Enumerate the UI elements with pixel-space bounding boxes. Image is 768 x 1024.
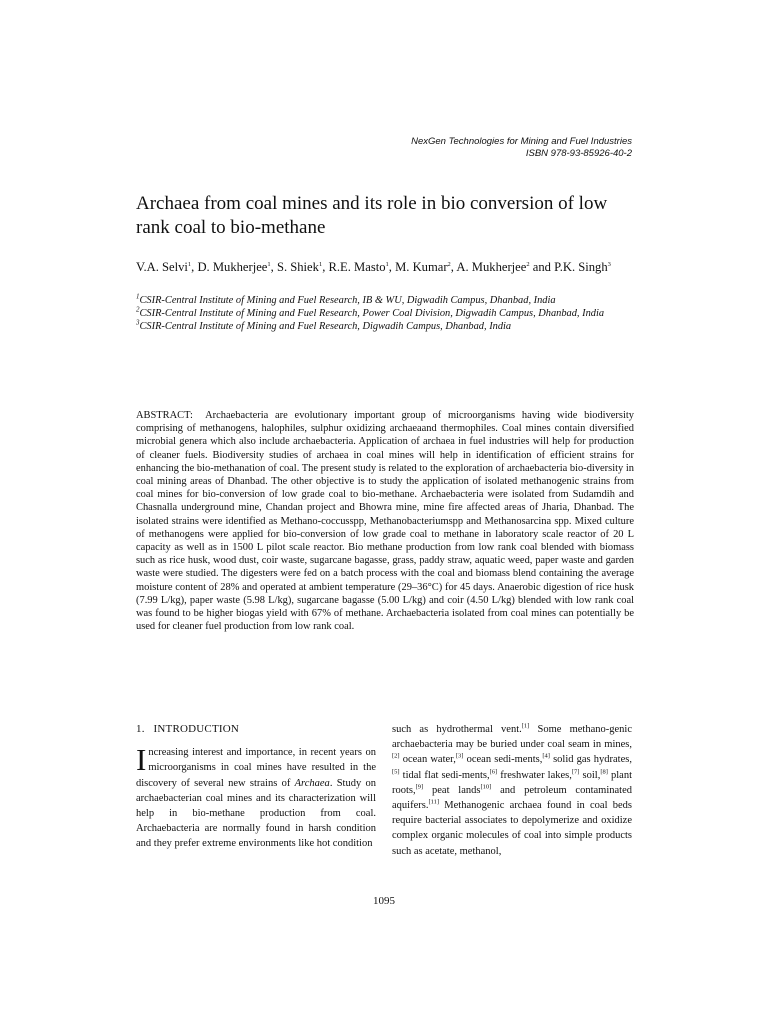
- affiliation: [136, 320, 634, 333]
- intro-right-column: [392, 722, 632, 859]
- page-number: 1095: [373, 895, 395, 907]
- isbn: ISBN 978-93-85926-40-2: [525, 148, 632, 159]
- author-list: V.A. Selvi$^1$, D. Mukherjee$^1$, S. Shiek$^1$, R.E. Masto$^1$, M. Kumar$^2$, A. Mukherjee$^2$ and P.K. Singh$^3$: [136, 260, 611, 274]
- intro-text: solid gas hydrates,: [549, 754, 632, 766]
- intro-text: and petroleum contaminated aquifers.: [392, 784, 632, 812]
- author-affiliation-mark: 3: [607, 260, 611, 268]
- intro-text: freshwater lakes,: [497, 769, 572, 781]
- series-title: NexGen Technologies for Mining and Fuel Industries: [411, 136, 632, 147]
- affiliation-number: 1: [136, 292, 140, 301]
- intro-text: Methanogenic archaea found in coal beds require bacterial associates to depolymerize and oxidize complex organic molecules of coal into simple products such as acetate, methanol,: [392, 800, 632, 857]
- intro-paragraph: [136, 742, 376, 851]
- drop-cap: I: [136, 742, 147, 778]
- author-affiliation-mark: 2: [447, 260, 451, 268]
- intro-left-column: [136, 722, 376, 852]
- affiliation: [136, 307, 634, 320]
- citation-ref: [11]: [428, 798, 440, 806]
- citation-ref: [10]: [480, 783, 492, 791]
- author-name: R.E. Masto: [328, 260, 386, 274]
- affiliation-text: CSIR-Central Institute of Mining and Fuel Research, IB & WU, Digwadih Campus, Dhanbad, India: [139, 295, 556, 306]
- intro-text-2: . Study on archaebacterian coal mines and its characterization will help in bio-methane production from coal. Archaebacteria are normally found in harsh condition and they prefer extreme environments like hot condition: [136, 777, 376, 850]
- section-heading: [136, 722, 376, 737]
- author-affiliation-mark: 1: [385, 260, 389, 268]
- citation-ref: [6]: [489, 768, 498, 776]
- intro-text-1: ncreasing interest and importance, in recent years on microorganisms in coal mines have resulted in the discovery of several new strains of: [136, 747, 376, 789]
- citation-ref: [1]: [521, 722, 530, 730]
- author-name: M. Kumar: [395, 260, 448, 274]
- author-name: D. Mukherjee: [197, 260, 268, 274]
- citation-ref: [7]: [571, 768, 580, 776]
- intro-italic-term: Archaea: [294, 777, 330, 789]
- intro-text: ocean sedi-ments,: [463, 754, 543, 766]
- running-header: [411, 136, 632, 160]
- abstract: [136, 409, 634, 633]
- citation-ref: [3]: [455, 752, 464, 760]
- author-name: S. Shiek: [276, 260, 319, 274]
- author-name: P.K. Singh: [554, 260, 608, 274]
- section-number: 1.: [136, 723, 145, 735]
- section-title: INTRODUCTION: [153, 723, 240, 735]
- intro-text: plant roots,: [392, 769, 632, 796]
- affiliation: [136, 294, 634, 307]
- intro-text: Some methano-genic archaebacteria may be buried under coal seam in mines,: [392, 724, 632, 751]
- affiliation-text: CSIR-Central Institute of Mining and Fuel Research, Power Coal Division, Digwadih Campus, Dhanbad, India: [139, 308, 605, 320]
- author-affiliation-mark: 1: [187, 260, 192, 268]
- affiliation-number: 3: [136, 318, 140, 327]
- citation-ref: [8]: [600, 768, 608, 776]
- paper-title: Archaea from coal mines and its role in bio conversion of low rank coal to bio-methane: [136, 193, 608, 238]
- affiliations: [136, 294, 634, 334]
- intro-text: tidal flat sedi-ments,: [399, 769, 490, 781]
- intro-text: ocean water,: [399, 754, 456, 766]
- intro-text: such as hydrothermal vent.: [392, 724, 522, 735]
- citation-ref: [4]: [542, 752, 550, 760]
- author-name: A. Mukherjee: [456, 260, 527, 274]
- intro-text: soil,: [579, 769, 601, 781]
- author-affiliation-mark: 1: [267, 260, 271, 268]
- author-affiliation-mark: 1: [318, 260, 323, 268]
- author-name: V.A. Selvi: [136, 260, 188, 274]
- citation-ref: [2]: [392, 752, 400, 760]
- author-affiliation-mark: 2: [526, 260, 530, 268]
- abstract-label: ABSTRACT:: [136, 410, 193, 421]
- citation-ref: [9]: [415, 783, 424, 791]
- intro-text: peat lands: [423, 784, 481, 796]
- affiliation-text: CSIR-Central Institute of Mining and Fuel Research, Digwadih Campus, Dhanbad, India: [139, 321, 512, 333]
- abstract-text: Archaebacteria are evolutionary important group of microorganisms having wide biodiversity comprising of methanogens, halophiles, sulphur oxidizing archaeaand thermophiles. Coal mines contain diversified microbial genera which also include archaebacteria. Application of archaea in fuel industries will help for production of cleaner fuels. Biodiversity studies of archaea in coal mines will help in identification of efficient strains for enhancing the bio-methanation of coal. The present study is related to the exploration of archaebacteria bio-diversity in coal mining areas of Dhanbad. The other objective is to study the application of isolated methanogenic strains from coal mines for bio-conversion of low grade coal to bio-methane. Archaebacteria were isolated from Sudamdih and Chasnalla underground mine, Chandan project and Bhowra mine, mine fire affected areas of Jharia, Dhanbad. The isolated strains were identified as Methano-coccusspp, Methanobacteriumspp and Methanosarcina spp. Mixed culture of methanogens were applied for bio-conversion of low grade coal to methane in laboratory scale reactor of 20 L capacity as well as in 1500 L pilot scale reactor. Bio methane production from low rank coal blended with biomass such as rice husk, wood dust, coir waste, sugarcane bagasse, grass, paddy straw, aquatic weed, paper waste and garden waste were studied. The digesters were fed on a batch process with the coal and biomass blend containing the average moisture content of 28% and operated at ambient temperature (29–36°C) for 45 days. Anaerobic digestion of rice husk (7.99 L/kg), paper waste (5.98 L/kg), sugarcane bagasse (5.00 L/kg) and coir (4.50 L/kg) blended with low rank coal was found to be higher biogas yield with 67% of methane. Archaebacteria isolated from coal mines can potentially be used for cleaner fuel production from low rank coal.: [136, 410, 634, 633]
- affiliation-number: 2: [136, 305, 140, 314]
- citation-ref: [5]: [392, 768, 400, 776]
